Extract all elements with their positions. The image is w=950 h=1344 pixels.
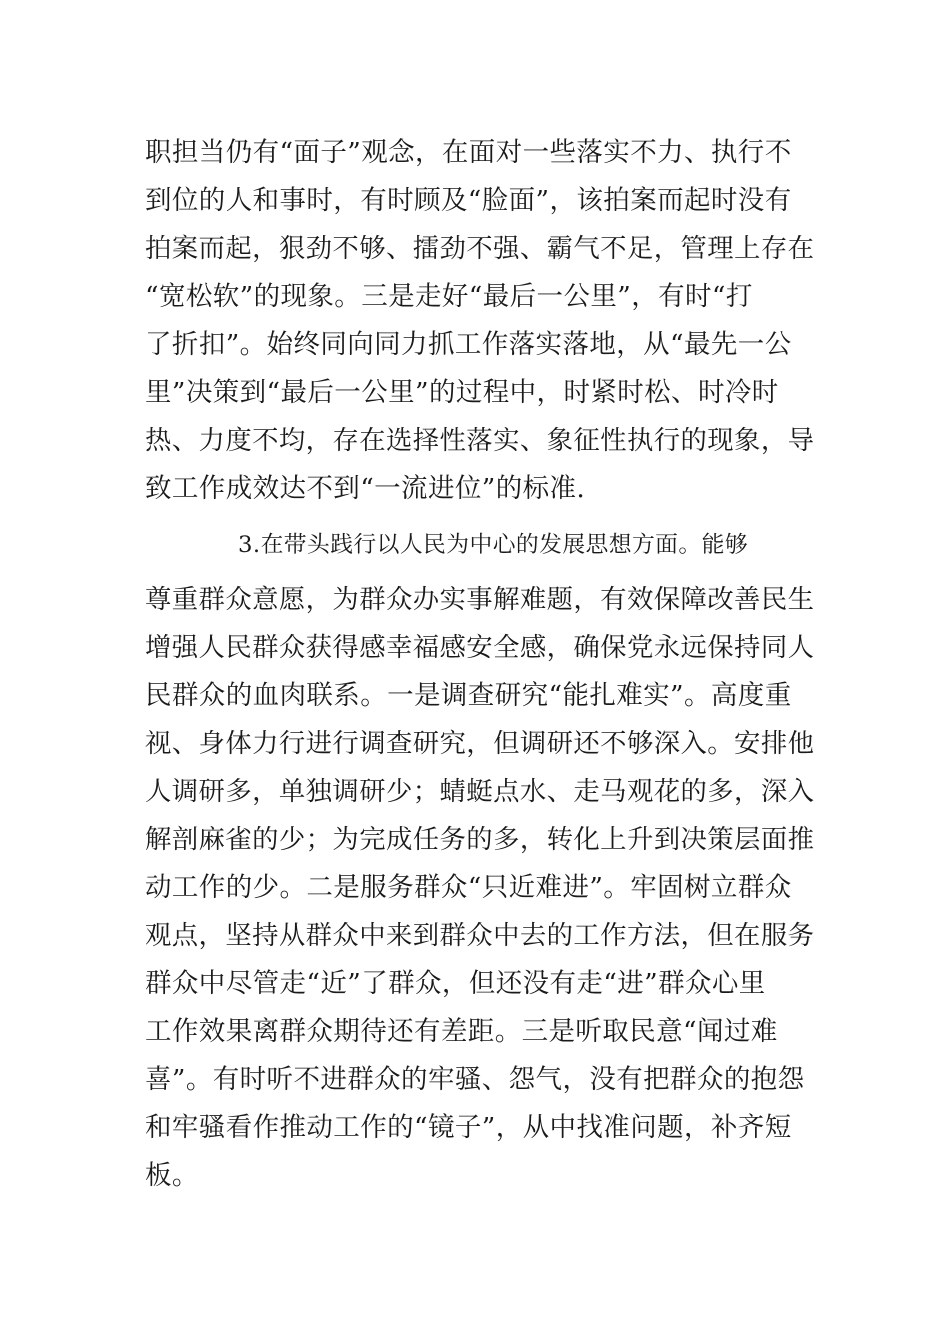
- text-line: 到位的人和事时，有时顾及“脸面”，该拍案而起时没有: [145, 185, 792, 216]
- text-line: 增强人民群众获得感幸福感安全感，确保党永远保持同人: [145, 633, 815, 663]
- text-line: 里”决策到“最后一公里”的过程中，时紧时松、时冷时: [145, 377, 779, 408]
- text-line: 3.在带头践行以人民为中心的发展思想方面。能够: [238, 532, 749, 558]
- text-line: 尊重群众意愿，为群众办实事解难题，有效保障改善民生: [145, 585, 815, 615]
- text-line: 热、力度不均，存在选择性落实、象征性执行的现象，导: [145, 426, 815, 456]
- text-line: 解剖麻雀的少；为完成任务的多，转化上升到决策层面推: [145, 825, 815, 855]
- text-line: 板。: [145, 1160, 199, 1191]
- text-line: 民群众的血肉联系。一是调查研究“能扎难实”。高度重: [145, 680, 792, 711]
- text-line: 拍案而起，狠劲不够、擂劲不强、霸气不足，管理上存在: [145, 234, 815, 264]
- text-line: 和牢骚看作推动工作的“镜子”，从中找准问题，补齐短: [145, 1112, 792, 1143]
- text-line: 喜”。有时听不进群众的牢骚、怨气，没有把群众的抱怨: [145, 1064, 805, 1095]
- text-line: 观点，坚持从群众中来到群众中去的工作方法，但在服务: [145, 921, 815, 951]
- text-line: 职担当仍有“面子”观念，在面对一些落实不力、执行不: [145, 137, 792, 168]
- text-line: 群众中尽管走“近”了群众，但还没有走“进”群众心里: [145, 968, 766, 999]
- text-line: 致工作成效达不到“一流进位”的标准.: [145, 473, 586, 504]
- text-line: “宽松软”的现象。三是走好“最后一公里”，有时“打: [145, 281, 753, 312]
- text-line: 动工作的少。二是服务群众“只近难进”。牢固树立群众: [145, 872, 792, 903]
- text-line: 了折扣”。始终同向同力抓工作落实落地，从“最先一公: [145, 329, 792, 360]
- text-line: 工作效果离群众期待还有差距。三是听取民意“闻过难: [145, 1016, 778, 1047]
- text-line: 人调研多，单独调研少；蜻蜓点水、走马观花的多，深入: [145, 777, 815, 807]
- text-line: 视、身体力行进行调查研究，但调研还不够深入。安排他: [145, 729, 815, 759]
